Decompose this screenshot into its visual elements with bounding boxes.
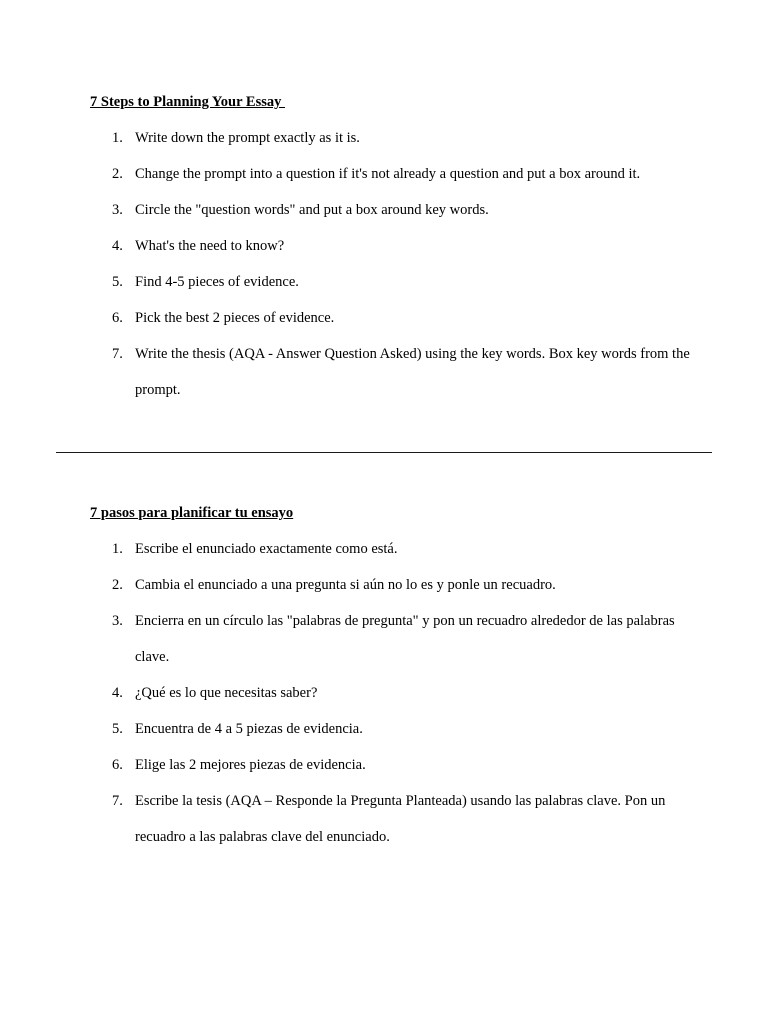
- list-item: [90, 336, 690, 408]
- list-item: [90, 264, 690, 300]
- item-text: Write the thesis (AQA - Answer Question Asked) using the key words. Box key words from the prompt.: [135, 346, 690, 398]
- spanish-steps-list: [90, 531, 690, 855]
- item-text: Encierra en un círculo las "palabras de pregunta" y pon un recuadro alrededor de las palabras clave.: [135, 613, 675, 665]
- section-divider: [56, 452, 712, 453]
- item-number: 4.: [112, 685, 123, 701]
- item-text: ¿Qué es lo que necesitas saber?: [135, 685, 318, 701]
- list-item: [90, 603, 690, 675]
- item-number: 3.: [112, 613, 123, 629]
- item-text: Pick the best 2 pieces of evidence.: [135, 310, 335, 326]
- item-number: 7.: [112, 793, 123, 809]
- item-text: Encuentra de 4 a 5 piezas de evidencia.: [135, 721, 363, 737]
- item-text: Find 4-5 pieces of evidence.: [135, 274, 299, 290]
- item-number: 2.: [112, 577, 123, 593]
- list-item: [90, 567, 690, 603]
- item-text: Cambia el enunciado a una pregunta si aún no lo es y ponle un recuadro.: [135, 577, 556, 593]
- spanish-section: [90, 503, 690, 855]
- item-text: What's the need to know?: [135, 238, 285, 254]
- list-item: [90, 675, 690, 711]
- item-text: Elige las 2 mejores piezas de evidencia.: [135, 757, 366, 773]
- item-number: 4.: [112, 238, 123, 254]
- list-item: [90, 300, 690, 336]
- list-item: [90, 747, 690, 783]
- item-text: Escribe la tesis (AQA – Responde la Pregunta Planteada) usando las palabras clave. Pon un recuadro a las palabras clave del enunciado.: [135, 793, 666, 845]
- item-number: 2.: [112, 166, 123, 182]
- english-heading: 7 Steps to Planning Your Essay: [90, 94, 285, 110]
- list-item: [90, 156, 690, 192]
- list-item: [90, 192, 690, 228]
- english-steps-list: [90, 120, 690, 408]
- list-item: [90, 228, 690, 264]
- item-text: Write down the prompt exactly as it is.: [135, 130, 360, 146]
- item-number: 1.: [112, 130, 123, 146]
- item-number: 5.: [112, 274, 123, 290]
- item-number: 7.: [112, 346, 123, 362]
- item-number: 1.: [112, 541, 123, 557]
- item-number: 5.: [112, 721, 123, 737]
- spanish-heading: 7 pasos para planificar tu ensayo: [90, 505, 294, 521]
- english-section: [90, 92, 690, 408]
- item-number: 6.: [112, 310, 123, 326]
- item-text: Change the prompt into a question if it's not already a question and put a box around it.: [135, 166, 641, 182]
- item-number: 6.: [112, 757, 123, 773]
- item-text: Escribe el enunciado exactamente como está.: [135, 541, 398, 557]
- list-item: [90, 120, 690, 156]
- item-number: 3.: [112, 202, 123, 218]
- item-text: Circle the "question words" and put a box around key words.: [135, 202, 489, 218]
- list-item: [90, 531, 690, 567]
- list-item: [90, 711, 690, 747]
- list-item: [90, 783, 690, 855]
